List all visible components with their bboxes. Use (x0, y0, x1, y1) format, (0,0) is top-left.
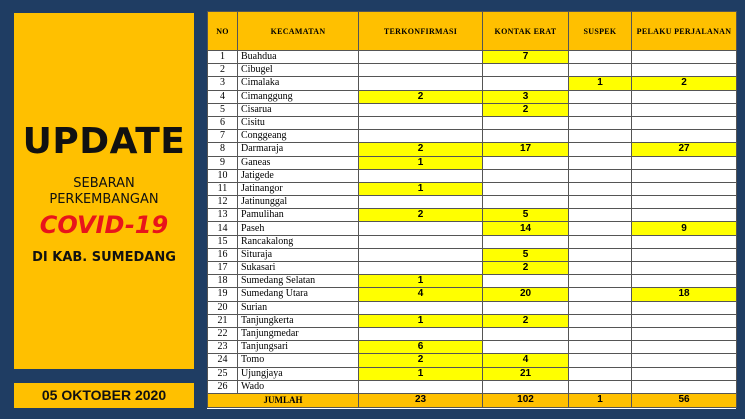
row-suspek (569, 327, 632, 340)
row-kecamatan: Buahdua (238, 51, 359, 64)
row-terkonfirmasi: 1 (359, 314, 483, 327)
covid-title: COVID-19 (39, 211, 169, 239)
table-row (208, 130, 737, 143)
row-suspek (569, 235, 632, 248)
row-pelaku (632, 156, 737, 169)
table-row (208, 90, 737, 103)
row-terkonfirmasi (359, 327, 483, 340)
table-row (208, 64, 737, 77)
row-kecamatan: Wado (238, 380, 359, 393)
row-suspek (569, 314, 632, 327)
row-pelaku (632, 275, 737, 288)
row-pelaku (632, 262, 737, 275)
row-pelaku: 18 (632, 288, 737, 301)
row-kontak-erat (483, 380, 569, 393)
row-suspek (569, 380, 632, 393)
row-kecamatan: Cimanggung (238, 90, 359, 103)
row-terkonfirmasi: 2 (359, 90, 483, 103)
row-terkonfirmasi (359, 301, 483, 314)
row-terkonfirmasi (359, 51, 483, 64)
row-terkonfirmasi: 2 (359, 354, 483, 367)
row-terkonfirmasi (359, 169, 483, 182)
row-kecamatan: Paseh (238, 222, 359, 235)
row-suspek: 1 (569, 77, 632, 90)
row-kecamatan: Ganeas (238, 156, 359, 169)
row-kecamatan: Cisarua (238, 103, 359, 116)
row-suspek (569, 196, 632, 209)
table-row (208, 301, 737, 314)
header-pelaku-perjalanan: PELAKU PERJALANAN (632, 12, 737, 51)
row-no: 21 (208, 314, 238, 327)
row-no: 15 (208, 235, 238, 248)
row-suspek (569, 341, 632, 354)
row-no: 8 (208, 143, 238, 156)
row-kecamatan: Darmaraja (238, 143, 359, 156)
row-kecamatan: Jatinunggal (238, 196, 359, 209)
row-kontak-erat: 5 (483, 209, 569, 222)
row-no: 7 (208, 130, 238, 143)
row-no: 3 (208, 77, 238, 90)
row-terkonfirmasi (359, 77, 483, 90)
row-kontak-erat: 2 (483, 262, 569, 275)
row-kontak-erat (483, 169, 569, 182)
row-pelaku (632, 182, 737, 195)
row-suspek (569, 103, 632, 116)
row-terkonfirmasi (359, 116, 483, 129)
row-pelaku (632, 130, 737, 143)
row-no: 12 (208, 196, 238, 209)
row-terkonfirmasi: 1 (359, 367, 483, 380)
table-row (208, 327, 737, 340)
row-terkonfirmasi (359, 222, 483, 235)
row-pelaku: 2 (632, 77, 737, 90)
table-row (208, 354, 737, 367)
row-pelaku (632, 209, 737, 222)
table-row (208, 77, 737, 90)
subtitle-line2: PERKEMBANGAN (49, 192, 159, 207)
row-pelaku (632, 380, 737, 393)
row-suspek (569, 222, 632, 235)
row-no: 17 (208, 262, 238, 275)
row-no: 6 (208, 116, 238, 129)
table-body (208, 51, 737, 394)
total-label: JUMLAH (208, 393, 359, 407)
row-kecamatan: Jatigede (238, 169, 359, 182)
row-terkonfirmasi: 2 (359, 209, 483, 222)
row-no: 5 (208, 103, 238, 116)
row-no: 19 (208, 288, 238, 301)
row-pelaku (632, 327, 737, 340)
table-row (208, 156, 737, 169)
row-no: 20 (208, 301, 238, 314)
row-kecamatan: Ujungjaya (238, 367, 359, 380)
row-pelaku (632, 196, 737, 209)
row-suspek (569, 169, 632, 182)
row-kontak-erat (483, 327, 569, 340)
left-panel (14, 13, 194, 369)
header-suspek: SUSPEK (569, 12, 632, 51)
row-suspek (569, 209, 632, 222)
row-kecamatan: Rancakalong (238, 235, 359, 248)
row-kontak-erat (483, 77, 569, 90)
row-kecamatan: Surian (238, 301, 359, 314)
header-no: NO (208, 12, 238, 51)
row-pelaku (632, 51, 737, 64)
row-kontak-erat: 14 (483, 222, 569, 235)
date-label: 05 OKTOBER 2020 (14, 383, 194, 408)
table-row (208, 235, 737, 248)
row-suspek (569, 248, 632, 261)
table-row (208, 103, 737, 116)
row-suspek (569, 262, 632, 275)
row-kontak-erat: 7 (483, 51, 569, 64)
header-terkonfirmasi: TERKONFIRMASI (359, 12, 483, 51)
table-row (208, 196, 737, 209)
row-terkonfirmasi: 4 (359, 288, 483, 301)
table-row (208, 51, 737, 64)
row-kecamatan: Sumedang Utara (238, 288, 359, 301)
row-suspek (569, 143, 632, 156)
table-row (208, 367, 737, 380)
row-no: 23 (208, 341, 238, 354)
row-kecamatan: Cisitu (238, 116, 359, 129)
table-row (208, 380, 737, 393)
row-kontak-erat (483, 196, 569, 209)
row-kontak-erat (483, 156, 569, 169)
row-suspek (569, 354, 632, 367)
row-pelaku (632, 314, 737, 327)
row-terkonfirmasi (359, 196, 483, 209)
row-no: 1 (208, 51, 238, 64)
row-no: 24 (208, 354, 238, 367)
row-pelaku (632, 90, 737, 103)
row-kontak-erat (483, 130, 569, 143)
covid-data-table (207, 11, 737, 408)
table-row (208, 169, 737, 182)
row-kontak-erat: 17 (483, 143, 569, 156)
row-suspek (569, 182, 632, 195)
row-no: 13 (208, 209, 238, 222)
row-no: 9 (208, 156, 238, 169)
row-kontak-erat: 2 (483, 103, 569, 116)
row-suspek (569, 367, 632, 380)
row-no: 4 (208, 90, 238, 103)
row-kontak-erat: 2 (483, 314, 569, 327)
row-terkonfirmasi (359, 380, 483, 393)
row-terkonfirmasi (359, 262, 483, 275)
table-row (208, 209, 737, 222)
row-terkonfirmasi: 1 (359, 275, 483, 288)
table-row (208, 182, 737, 195)
row-suspek (569, 275, 632, 288)
row-terkonfirmasi (359, 64, 483, 77)
row-suspek (569, 116, 632, 129)
total-pelaku: 56 (632, 393, 737, 407)
row-kecamatan: Tanjungsari (238, 341, 359, 354)
row-pelaku (632, 116, 737, 129)
row-kontak-erat: 4 (483, 354, 569, 367)
row-kecamatan: Pamulihan (238, 209, 359, 222)
table-header-row (208, 12, 737, 51)
row-kontak-erat (483, 64, 569, 77)
row-pelaku (632, 103, 737, 116)
row-suspek (569, 51, 632, 64)
row-pelaku (632, 248, 737, 261)
row-terkonfirmasi (359, 130, 483, 143)
row-kecamatan: Conggeang (238, 130, 359, 143)
row-pelaku (632, 235, 737, 248)
row-pelaku: 27 (632, 143, 737, 156)
row-kontak-erat (483, 275, 569, 288)
subtitle-line1: SEBARAN (73, 176, 135, 191)
row-terkonfirmasi: 2 (359, 143, 483, 156)
row-kontak-erat (483, 301, 569, 314)
data-table-container (207, 11, 736, 409)
table-row (208, 262, 737, 275)
header-kontak-erat: KONTAK ERAT (483, 12, 569, 51)
update-title: UPDATE (22, 121, 186, 162)
row-pelaku (632, 367, 737, 380)
row-no: 11 (208, 182, 238, 195)
row-pelaku (632, 169, 737, 182)
row-suspek (569, 90, 632, 103)
row-kecamatan: Tomo (238, 354, 359, 367)
table-row (208, 275, 737, 288)
row-no: 10 (208, 169, 238, 182)
row-terkonfirmasi: 6 (359, 341, 483, 354)
table-row (208, 143, 737, 156)
row-pelaku (632, 341, 737, 354)
row-kecamatan: Situraja (238, 248, 359, 261)
row-no: 26 (208, 380, 238, 393)
row-kontak-erat: 5 (483, 248, 569, 261)
total-kontak-erat: 102 (483, 393, 569, 407)
row-terkonfirmasi: 1 (359, 156, 483, 169)
row-no: 2 (208, 64, 238, 77)
row-kecamatan: Tanjungkerta (238, 314, 359, 327)
row-no: 22 (208, 327, 238, 340)
row-kecamatan: Cibugel (238, 64, 359, 77)
row-kecamatan: Sukasari (238, 262, 359, 275)
row-pelaku (632, 301, 737, 314)
table-row (208, 314, 737, 327)
header-kecamatan: KECAMATAN (238, 12, 359, 51)
row-pelaku (632, 354, 737, 367)
row-terkonfirmasi (359, 235, 483, 248)
row-kontak-erat (483, 182, 569, 195)
row-kontak-erat (483, 116, 569, 129)
table-row (208, 222, 737, 235)
table-row (208, 288, 737, 301)
row-suspek (569, 64, 632, 77)
row-kontak-erat: 3 (483, 90, 569, 103)
row-suspek (569, 288, 632, 301)
row-pelaku: 9 (632, 222, 737, 235)
row-kecamatan: Cimalaka (238, 77, 359, 90)
row-no: 25 (208, 367, 238, 380)
row-pelaku (632, 64, 737, 77)
row-kecamatan: Jatinangor (238, 182, 359, 195)
row-terkonfirmasi (359, 248, 483, 261)
table-row (208, 116, 737, 129)
row-kontak-erat (483, 235, 569, 248)
table-row (208, 341, 737, 354)
row-no: 18 (208, 275, 238, 288)
row-kecamatan: Tanjungmedar (238, 327, 359, 340)
row-kecamatan: Sumedang Selatan (238, 275, 359, 288)
table-row (208, 248, 737, 261)
row-no: 16 (208, 248, 238, 261)
row-no: 14 (208, 222, 238, 235)
total-suspek: 1 (569, 393, 632, 407)
row-suspek (569, 301, 632, 314)
row-kontak-erat (483, 341, 569, 354)
row-suspek (569, 156, 632, 169)
row-kontak-erat: 20 (483, 288, 569, 301)
row-terkonfirmasi (359, 103, 483, 116)
row-suspek (569, 130, 632, 143)
total-terkonfirmasi: 23 (359, 393, 483, 407)
row-terkonfirmasi: 1 (359, 182, 483, 195)
row-kontak-erat: 21 (483, 367, 569, 380)
total-row (208, 393, 737, 407)
region-label: DI KAB. SUMEDANG (32, 250, 176, 265)
